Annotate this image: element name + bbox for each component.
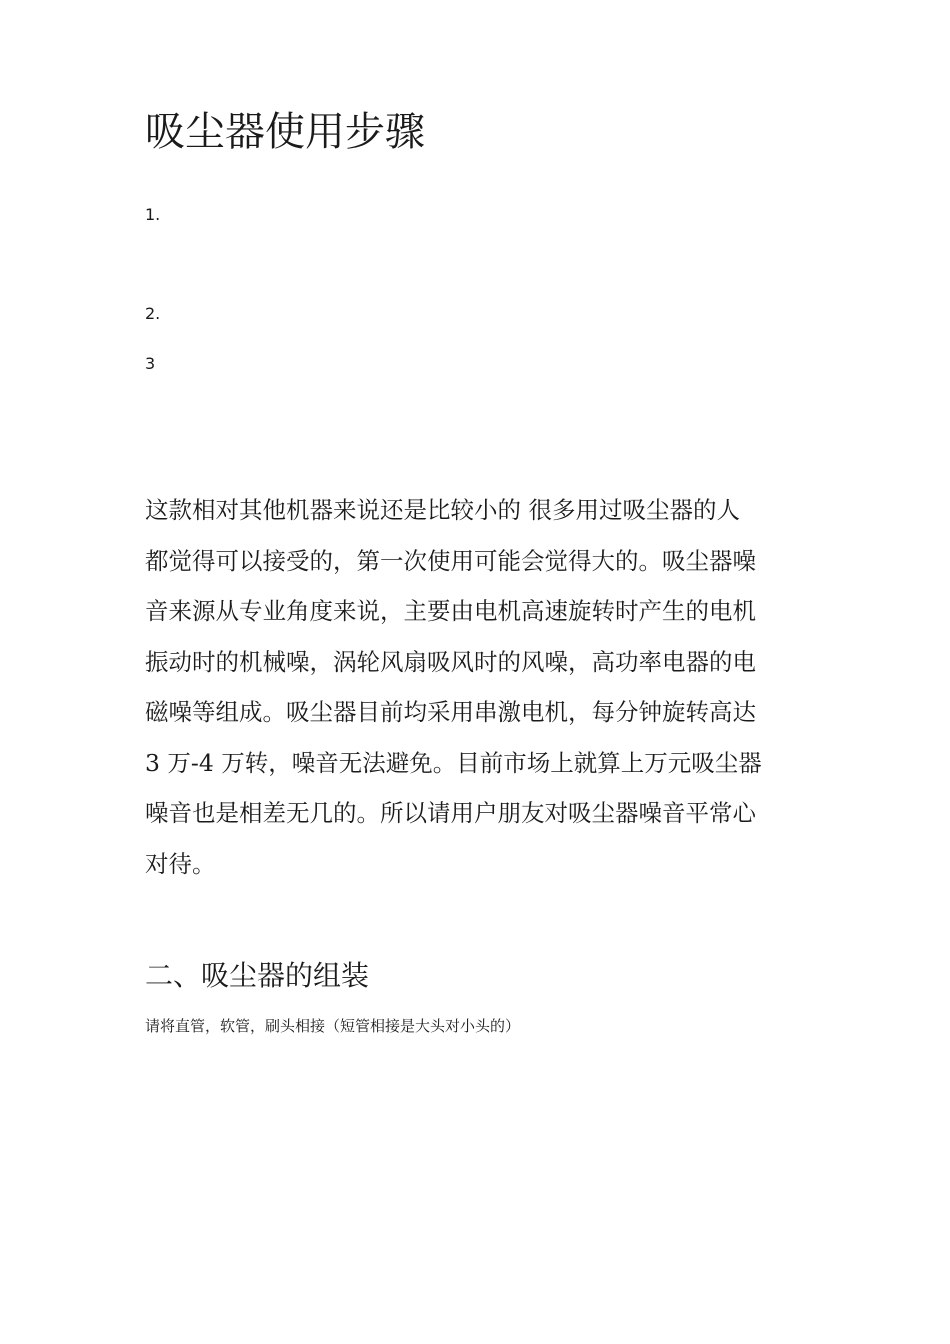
paragraph-line: 这款相对其他机器来说还是比较小的 很多用过吸尘器的人 [145, 496, 740, 524]
noise-explanation-paragraph [145, 485, 810, 889]
paragraph-line: 噪音也是相差无几的。所以请用户朋友对吸尘器噪音平常心 [145, 799, 756, 827]
paragraph-line: 磁噪等组成。吸尘器目前均采用串激电机，每分钟旋转高达 [145, 698, 756, 726]
paragraph-line: 振动时的机械噪，涡轮风扇吸风时的风噪，高功率电器的电 [145, 647, 756, 676]
paragraph-line: 都觉得可以接受的，第一次使用可能会觉得大的。吸尘器噪 [145, 546, 756, 575]
document-title: 吸尘器使用步骤 [145, 109, 425, 155]
step-number-3: 3 [145, 354, 156, 373]
paragraph-line: 音来源从专业角度来说，主要由电机高速旋转时产生的电机 [145, 597, 756, 625]
step-number-1: 1. [145, 205, 161, 224]
step-number-2: 2. [145, 304, 161, 323]
paragraph-line: 3 万-4 万转，噪音无法避免。目前市场上就算上万元吸尘器 [145, 748, 762, 777]
section-heading-assembly: 二、吸尘器的组装 [145, 959, 370, 992]
paragraph-line: 对待。 [145, 849, 216, 878]
assembly-instruction-note: 请将直管，软管，刷头相接（短管相接是大头对小头的） [145, 1017, 521, 1035]
